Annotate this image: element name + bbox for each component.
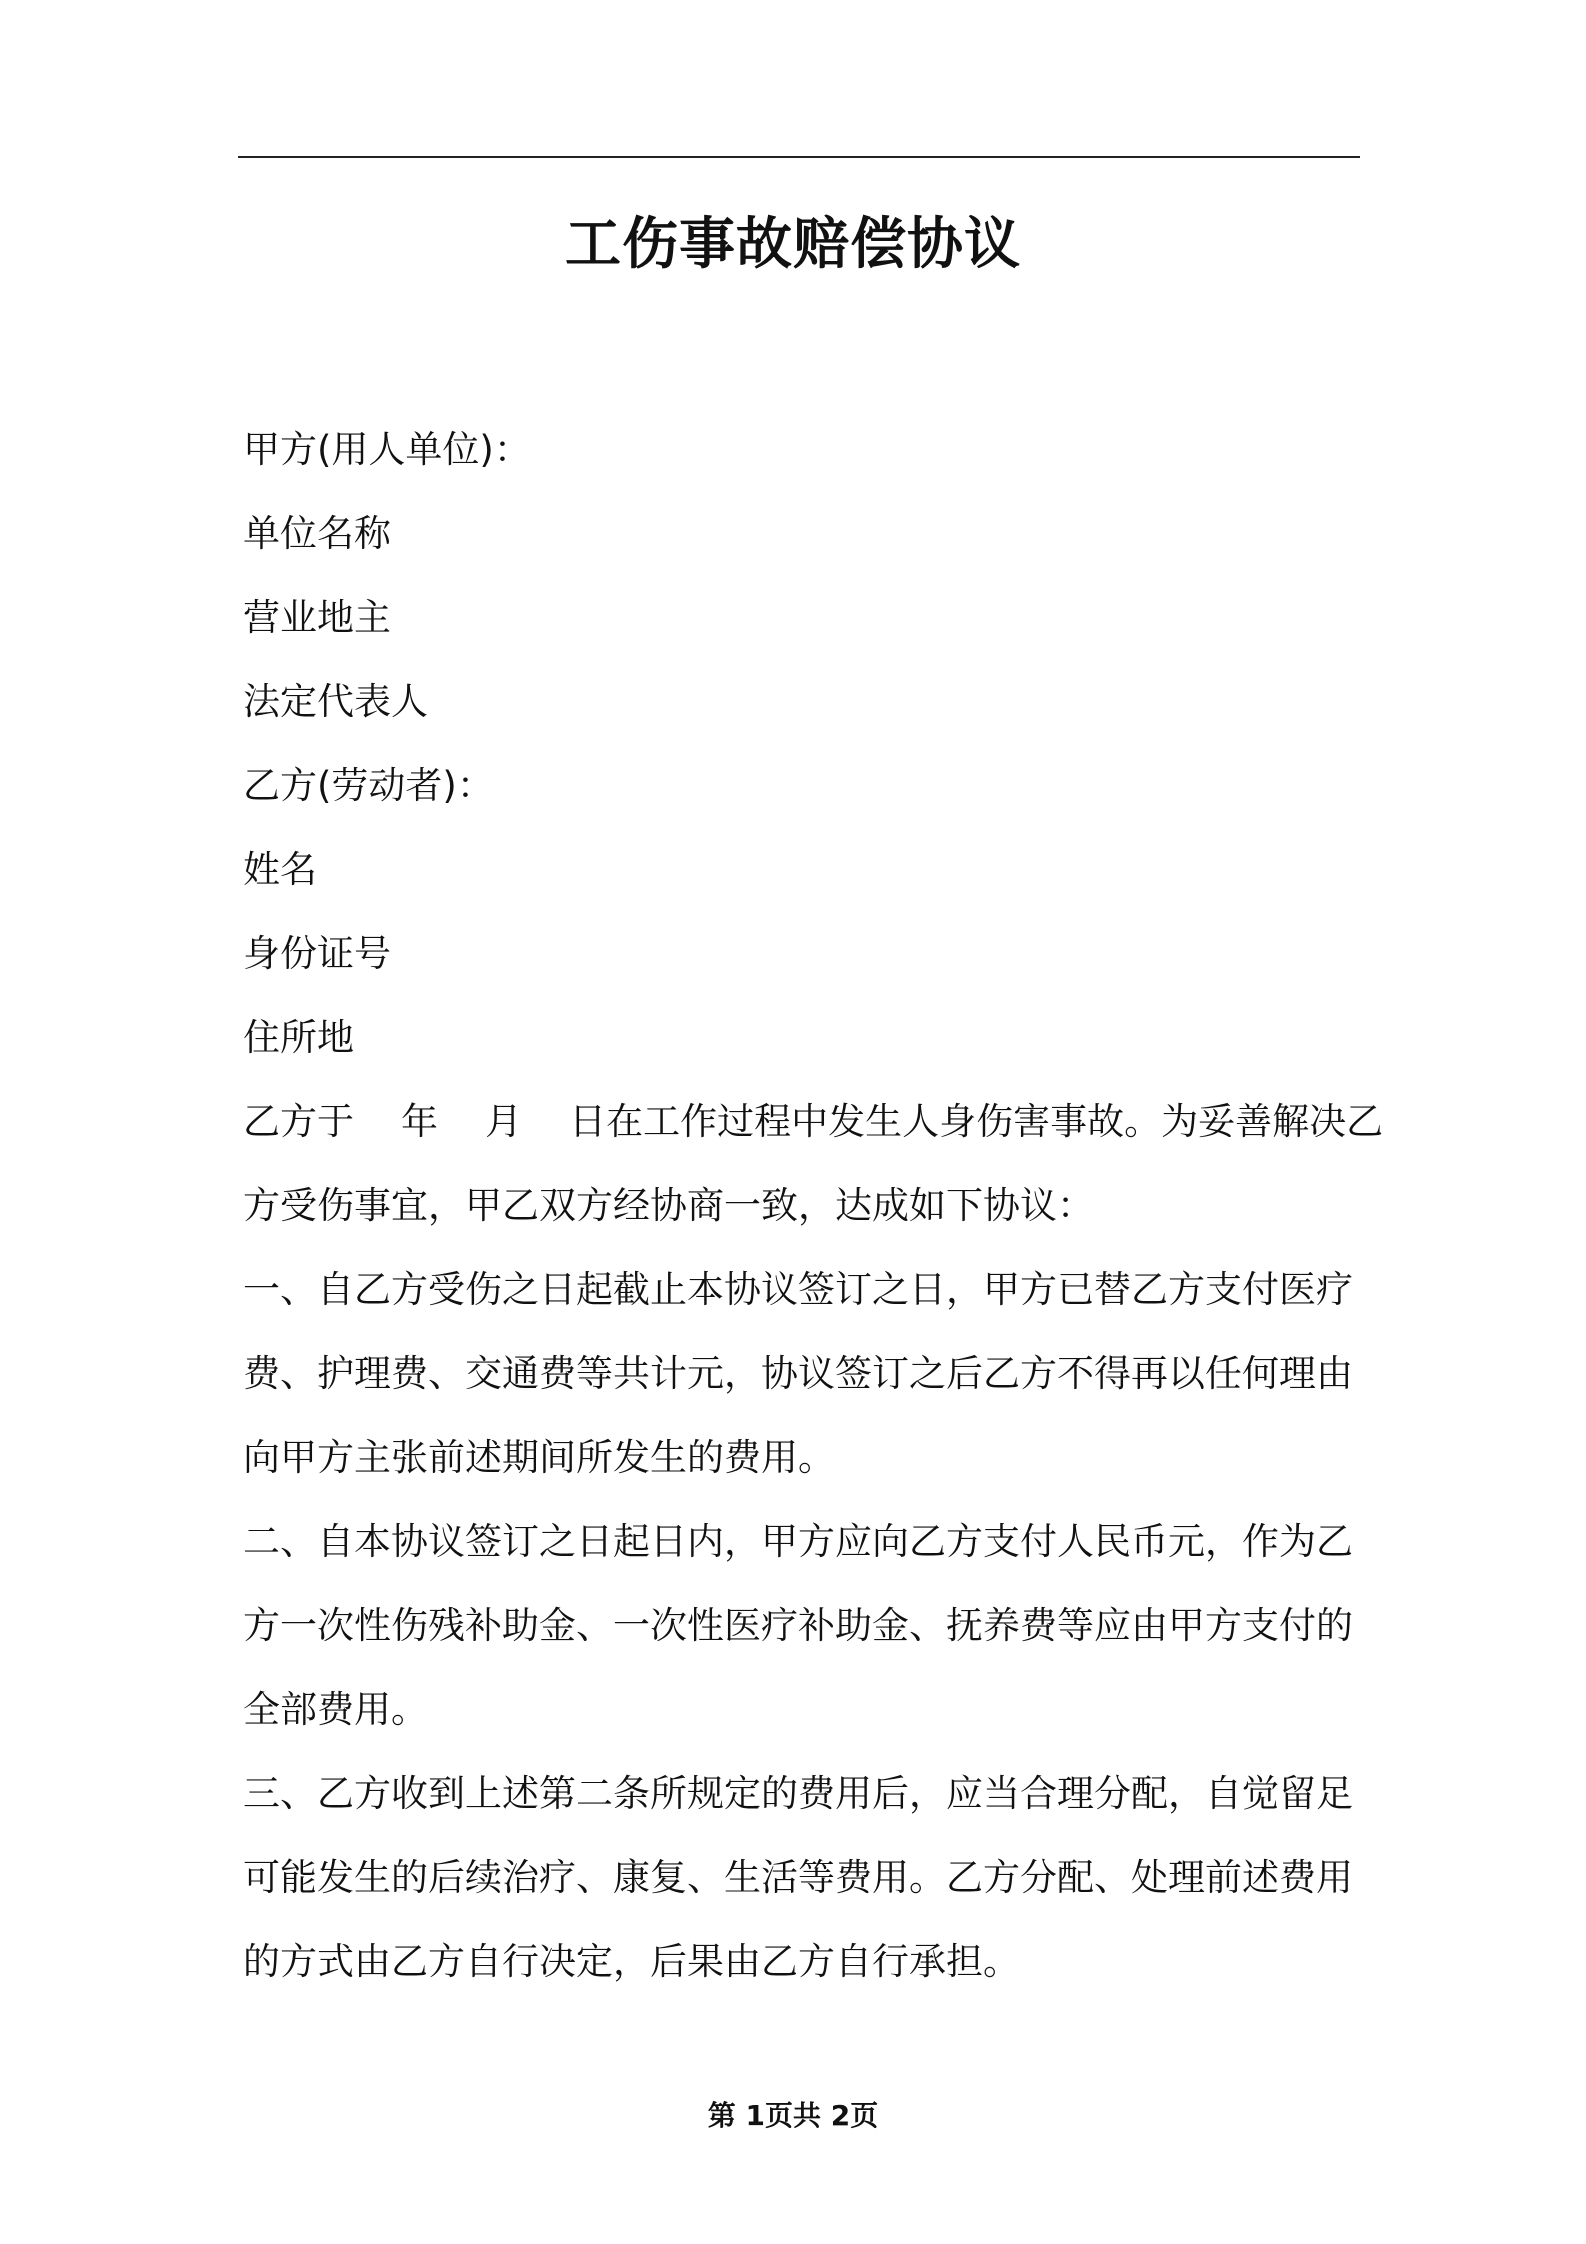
party-a-heading: 甲方(用人单位)： [243,428,531,471]
party-b-name: 姓名 [243,848,317,891]
party-b-id-number: 身份证号 [243,932,391,975]
page-number-footer: 第 1页共 2页 [707,2099,879,2132]
clause-3-line-3: 的方式由乙方自行决定，后果由乙方自行承担。 [243,1940,1020,1983]
document-body [243,408,1384,2004]
party-b-heading: 乙方(劳动者)： [243,764,494,807]
party-b-residence: 住所地 [243,1016,354,1059]
party-a-business-address: 营业地主 [243,596,391,639]
header-rule [238,156,1360,158]
clause-3-line-2: 可能发生的后续治疗、康复、生活等费用。乙方分配、处理前述费用 [243,1856,1353,1899]
clause-1-line-1: 一、自乙方受伤之日起截止本协议签订之日，甲方已替乙方支付医疗 [243,1268,1353,1311]
clause-1-line-2: 费、护理费、交通费等共计元，协议签订之后乙方不得再以任何理由 [243,1352,1353,1395]
party-a-unit-name: 单位名称 [243,512,391,555]
preamble-line-2: 方受伤事宜，甲乙双方经协商一致，达成如下协议： [243,1184,1094,1227]
clause-3-line-1: 三、乙方收到上述第二条所规定的费用后，应当合理分配，自觉留足 [243,1772,1353,1815]
party-a-legal-representative: 法定代表人 [243,680,428,723]
clause-1-line-3: 向甲方主张前述期间所发生的费用。 [243,1436,835,1479]
preamble-line-1: 乙方于 年 月 日在工作过程中发生人身伤害事故。为妥善解决乙 [243,1100,1384,1143]
clause-2-line-1: 二、自本协议签订之日起日内，甲方应向乙方支付人民币元，作为乙 [243,1520,1353,1563]
document-title: 工伤事故赔偿协议 [565,212,1021,277]
clause-2-line-2: 方一次性伤残补助金、一次性医疗补助金、抚养费等应由甲方支付的 [243,1604,1353,1647]
clause-2-line-3: 全部费用。 [243,1688,428,1731]
